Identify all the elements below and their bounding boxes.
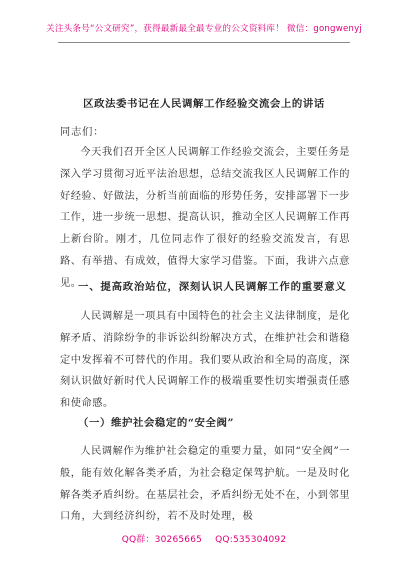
header-notice: 关注头条号“公文研究”，获得最新最全最专业的公文资料库！ 微信：gongwenyj: [46, 24, 362, 34]
subsection-1-paragraph: 人民调解作为维护社会稳定的重要力量，如同“安全阀”一般，能有效化解各类矛盾，为社会稳定保驾护航。一是及时化解各类矛盾纠纷。在基层社会，矛盾纠纷无处不在，小到邻里口角，大到经济纠纷，若不及时处理，极: [60, 446, 350, 523]
section-heading-1: 一、提高政治站位，深刻认识人民调解工作的重要意义: [78, 281, 347, 293]
footer-contact: QQ群：30265665 QQ:535304092: [121, 535, 287, 545]
header-divider: [58, 42, 350, 43]
intro-paragraph: 今天我们召开全区人民调解工作经验交流会，主要任务是深入学习贯彻习近平法治思想，总结交流我区人民调解工作的好经验、好做法，分析当前面临的形势任务，安排部署下一步工作，进一步统一思想、提高认识，推动全区人民调解工作再上新台阶。刚才，几位同志作了很好的经验交流发言，有思路、有举措、有成效，值得大家学习借鉴。下面，我讲六点意见。: [60, 147, 350, 289]
document-title: 区政法委书记在人民调解工作经验交流会上的讲话: [83, 98, 325, 110]
subsection-heading-1: （一）维护社会稳定的“安全阀”: [78, 417, 235, 429]
salutation: 同志们：: [60, 127, 105, 138]
section-1-paragraph: 人民调解是一项具有中国特色的社会主义法律制度，是化解矛盾、消除纷争的非诉讼纠纷解决方式，在维护社会和谐稳定中发挥着不可替代的作用。我们要从政治和全局的高度，深刻认识做好新时代人民调解工作的极端重要性切实增强责任感和使命感。: [60, 311, 350, 410]
